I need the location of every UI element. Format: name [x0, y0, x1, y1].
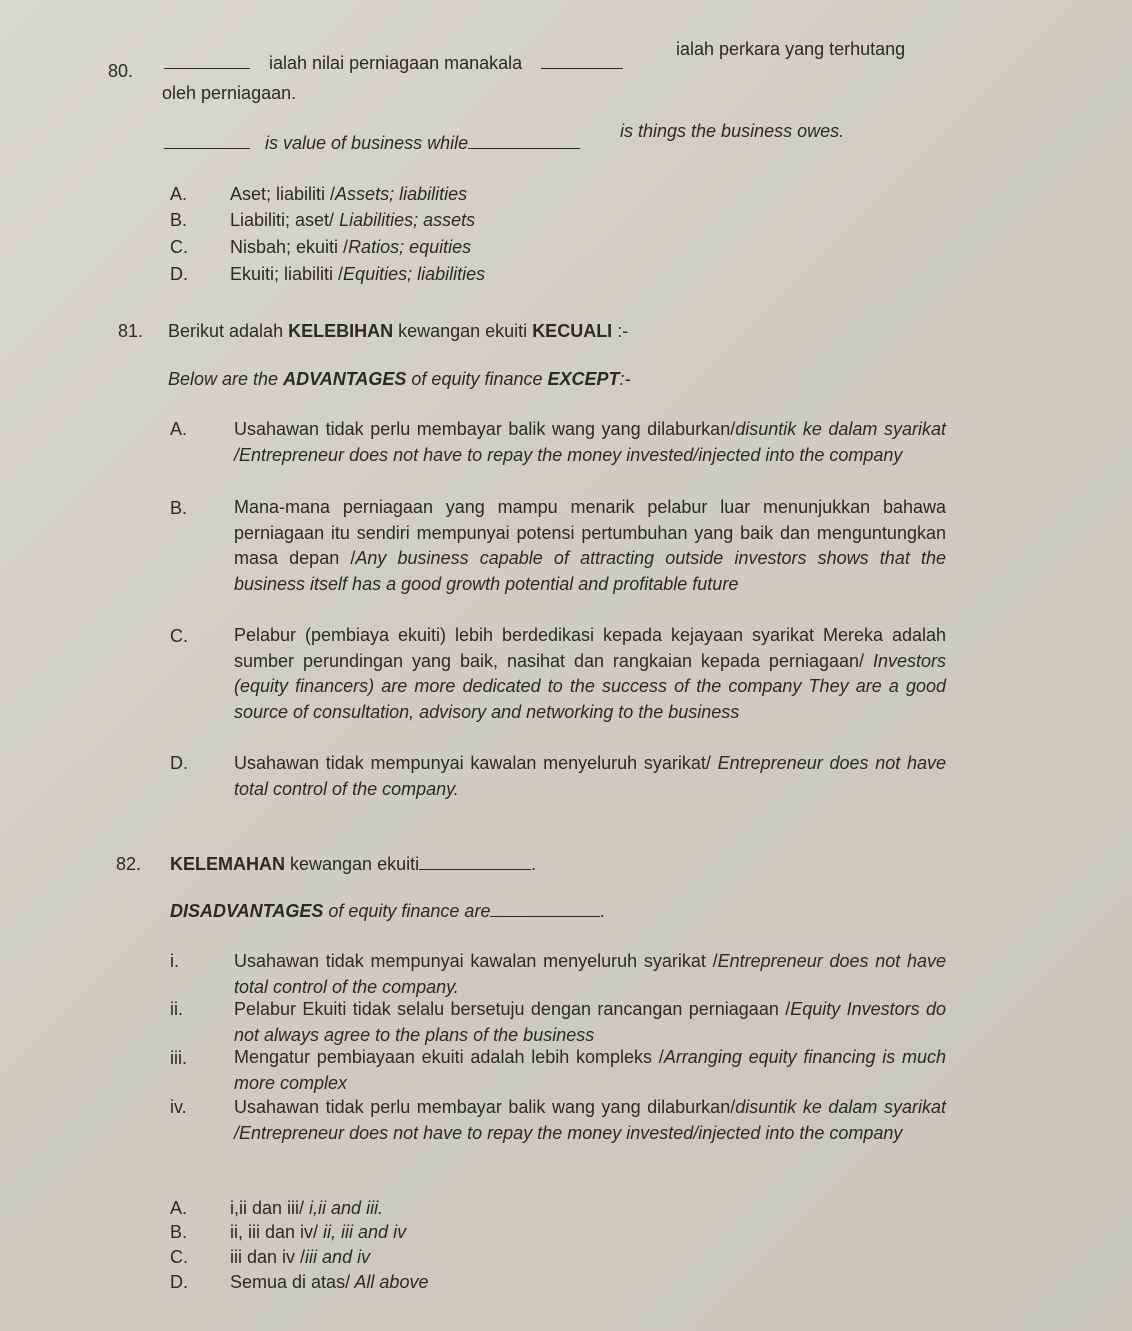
q80-line1-part2: ialah perkara yang terhutang	[676, 39, 906, 59]
q82-option-b-text: ii, iii dan iv/ ii, iii and iv	[230, 1222, 407, 1242]
q80-blank-1	[164, 54, 250, 69]
q80-en-part1: is value of business while	[265, 133, 469, 153]
q80-option-c-letter: C.	[170, 237, 188, 257]
q82-option-a-letter: A.	[170, 1198, 188, 1218]
q80-line1-part1: ialah nilai perniagaan manakala	[269, 53, 523, 73]
q82-option-c-letter: C.	[170, 1247, 188, 1267]
q82-option-d-letter: D.	[170, 1272, 188, 1292]
q80-option-d-text: Ekuiti; liabiliti /Equities; liabilities	[230, 264, 486, 284]
q80-option-a-letter: A.	[170, 184, 188, 204]
q80-number: 80.	[108, 61, 134, 81]
q80-line1	[164, 52, 623, 74]
q82-stem-en: DISADVANTAGES of equity finance are	[170, 901, 491, 921]
q82-number: 82.	[116, 854, 142, 874]
q82-item-iv-text: Usahawan tidak perlu membayar balik wang yang dilaburkan/disuntik ke dalam syarikat /Entrepreneur does not have to repay the money invested/injected into the company	[234, 1097, 946, 1143]
q81-option-a-text: Usahawan tidak perlu membayar balik wang yang dilaburkan/disuntik ke dalam syarikat /Entrepreneur does not have to repay the money invested/injected into the company	[234, 419, 946, 465]
q82-item-iii-roman: iii.	[170, 1048, 187, 1068]
q82-item-ii-text: Pelabur Ekuiti tidak selalu bersetuju dengan rancangan perniagaan /Equity Investors do not always agree to the plans of the business	[234, 999, 946, 1045]
q81-option-b-letter: B.	[170, 498, 188, 518]
q82-item-iii-text: Mengatur pembiayaan ekuiti adalah lebih kompleks /Arranging equity financing is much more complex	[234, 1047, 947, 1093]
q82-stem-ms: KELEMAHAN kewangan ekuiti	[170, 854, 420, 874]
q80-option-a	[170, 183, 187, 205]
q81-number: 81.	[118, 321, 144, 341]
q82-blank-en	[490, 902, 600, 917]
q80-english-stem	[164, 132, 580, 154]
q82-blank-ms	[419, 855, 531, 870]
q80-blank-2	[541, 54, 623, 69]
q82-option-c-text: iii dan iv /iii and iv	[230, 1247, 371, 1267]
q82-stem-ms-line: KELEMAHAN kewangan ekuiti .	[170, 854, 537, 874]
q81-option-b-text: Mana-mana perniagaan yang mampu menarik pelabur luar menunjukkan bahawa perniagaan itu sendiri mempunyai potensi pertumbuhan yang baik dan menguntungkan masa depan /Any business capable of attracting outside investors shows that the business itself has a good growth potential and profitable future	[234, 497, 946, 594]
q80-en-part2: is things the business owes.	[620, 121, 845, 141]
q82-stem-en-line: DISADVANTAGES of equity finance are .	[170, 901, 606, 921]
q81-option-c-letter: C.	[170, 626, 188, 646]
q82-option-d-text: Semua di atas/ All above	[230, 1272, 429, 1292]
q81-option-d-letter: D.	[170, 753, 188, 773]
q80-option-d-letter: D.	[170, 264, 188, 284]
q80-option-b-letter: B.	[170, 210, 188, 230]
q80-option-a-text: Aset; liabiliti /Assets; liabilities	[230, 184, 468, 204]
q80-option-c-text: Nisbah; ekuiti /Ratios; equities	[230, 237, 472, 257]
q82-item-ii-roman: ii.	[170, 999, 183, 1019]
q80-option-b-text: Liabiliti; aset/ Liabilities; assets	[230, 210, 476, 230]
q82-item-iv-roman: iv.	[170, 1097, 187, 1117]
q82-item-i-roman: i.	[170, 951, 179, 971]
q81-option-a-letter: A.	[170, 419, 188, 439]
q81-stem-ms: Berikut adalah KELEBIHAN kewangan ekuiti KECUALI :-	[168, 321, 629, 341]
q82-option-b-letter: B.	[170, 1222, 188, 1242]
q80-en-blank-1	[164, 134, 250, 149]
q80-line2: oleh perniagaan.	[162, 83, 297, 103]
q82-option-a-text: i,ii dan iii/ i,ii and iii.	[230, 1198, 384, 1218]
q82-item-i-text: Usahawan tidak mempunyai kawalan menyeluruh syarikat /Entrepreneur does not have total control of the company.	[234, 951, 946, 997]
q81-option-c-text: Pelabur (pembiaya ekuiti) lebih berdedikasi kepada kejayaan syarikat Mereka adalah sumber perundingan yang baik, nasihat dan rangkaian kepada perniagaan/ Investors (equity financers) are more dedicated to the success of the company They are a good source of consultation, advisory and networking to the business	[234, 625, 946, 722]
q81-option-d-text: Usahawan tidak mempunyai kawalan menyeluruh syarikat/ Entrepreneur does not have total control of the company.	[234, 753, 946, 799]
q81-stem-en: Below are the ADVANTAGES of equity finance EXCEPT:-	[168, 369, 631, 389]
q80-en-blank-2	[468, 134, 580, 149]
